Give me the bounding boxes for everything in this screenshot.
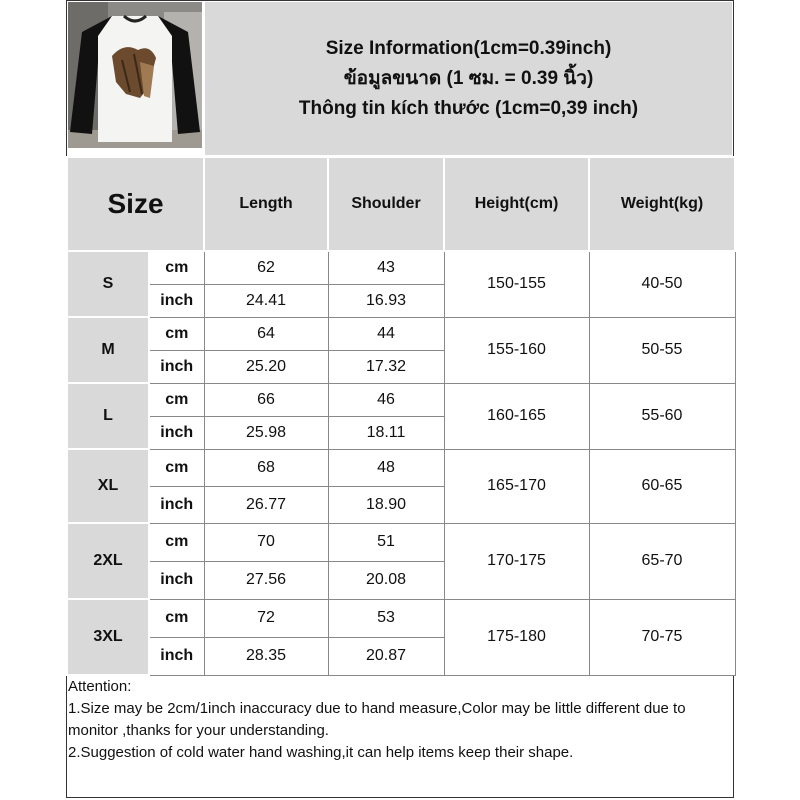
- length-cm: 62: [204, 251, 328, 284]
- unit-inch: inch: [149, 284, 204, 317]
- size-label: 2XL: [67, 523, 149, 599]
- unit-inch: inch: [149, 416, 204, 449]
- header-weight: Weight(kg): [589, 157, 735, 251]
- size-label: 3XL: [67, 599, 149, 675]
- header-title-th: ข้อมูลขนาด (1 ซม. = 0.39 นิ้ว): [343, 67, 594, 89]
- header-size: Size: [67, 157, 204, 251]
- shoulder-cm: 51: [328, 523, 444, 561]
- height-range: 165-170: [444, 449, 589, 523]
- height-range: 150-155: [444, 251, 589, 317]
- length-cm: 72: [204, 599, 328, 637]
- header-length: Length: [204, 157, 328, 251]
- note-2: 2.Suggestion of cold water hand washing,it can help items keep their shape.: [68, 744, 574, 761]
- height-range: 155-160: [444, 317, 589, 383]
- height-range: 175-180: [444, 599, 589, 675]
- size-label: S: [67, 251, 149, 317]
- weight-range: 40-50: [589, 251, 735, 317]
- unit-cm: cm: [149, 383, 204, 416]
- unit-inch: inch: [149, 486, 204, 523]
- product-thumbnail: [68, 2, 202, 148]
- size-label: L: [67, 383, 149, 449]
- size-info-header: [205, 2, 732, 155]
- shoulder-cm: 43: [328, 251, 444, 284]
- shoulder-inch: 17.32: [328, 350, 444, 383]
- table-row: [67, 251, 735, 284]
- weight-range: 55-60: [589, 383, 735, 449]
- shoulder-cm: 53: [328, 599, 444, 637]
- header-title-en: Size Information(1cm=0.39inch): [325, 37, 612, 59]
- header-height: Height(cm): [444, 157, 589, 251]
- unit-inch: inch: [149, 350, 204, 383]
- tshirt-image: [68, 2, 202, 148]
- length-inch: 28.35: [204, 637, 328, 675]
- shoulder-inch: 20.87: [328, 637, 444, 675]
- table-row: [67, 523, 735, 561]
- length-cm: 66: [204, 383, 328, 416]
- length-inch: 24.41: [204, 284, 328, 317]
- note-1: 1.Size may be 2cm/1inch inaccuracy due to hand measure,Color may be little different due to monitor ,thanks for your understanding.: [68, 700, 686, 739]
- table-row: [67, 317, 735, 350]
- weight-range: 50-55: [589, 317, 735, 383]
- header-title-vi: Thông tin kích thước (1cm=0,39 inch): [298, 97, 639, 119]
- table-row: [67, 599, 735, 637]
- notes-title: Attention:: [68, 678, 132, 695]
- size-label: M: [67, 317, 149, 383]
- shoulder-cm: 44: [328, 317, 444, 350]
- size-table: [66, 156, 736, 676]
- attention-notes: [68, 676, 728, 764]
- weight-range: 60-65: [589, 449, 735, 523]
- length-cm: 68: [204, 449, 328, 486]
- shoulder-cm: 46: [328, 383, 444, 416]
- unit-cm: cm: [149, 251, 204, 284]
- shoulder-inch: 20.08: [328, 561, 444, 599]
- length-inch: 26.77: [204, 486, 328, 523]
- length-cm: 64: [204, 317, 328, 350]
- weight-range: 70-75: [589, 599, 735, 675]
- length-cm: 70: [204, 523, 328, 561]
- shoulder-inch: 18.90: [328, 486, 444, 523]
- unit-cm: cm: [149, 523, 204, 561]
- height-range: 170-175: [444, 523, 589, 599]
- shoulder-inch: 18.11: [328, 416, 444, 449]
- unit-cm: cm: [149, 317, 204, 350]
- shoulder-inch: 16.93: [328, 284, 444, 317]
- height-range: 160-165: [444, 383, 589, 449]
- table-row: [67, 383, 735, 416]
- table-header-row: [67, 157, 735, 251]
- length-inch: 27.56: [204, 561, 328, 599]
- unit-inch: inch: [149, 561, 204, 599]
- header-shoulder: Shoulder: [328, 157, 444, 251]
- weight-range: 65-70: [589, 523, 735, 599]
- unit-cm: cm: [149, 599, 204, 637]
- shoulder-cm: 48: [328, 449, 444, 486]
- length-inch: 25.20: [204, 350, 328, 383]
- size-label: XL: [67, 449, 149, 523]
- table-row: [67, 449, 735, 486]
- length-inch: 25.98: [204, 416, 328, 449]
- unit-inch: inch: [149, 637, 204, 675]
- unit-cm: cm: [149, 449, 204, 486]
